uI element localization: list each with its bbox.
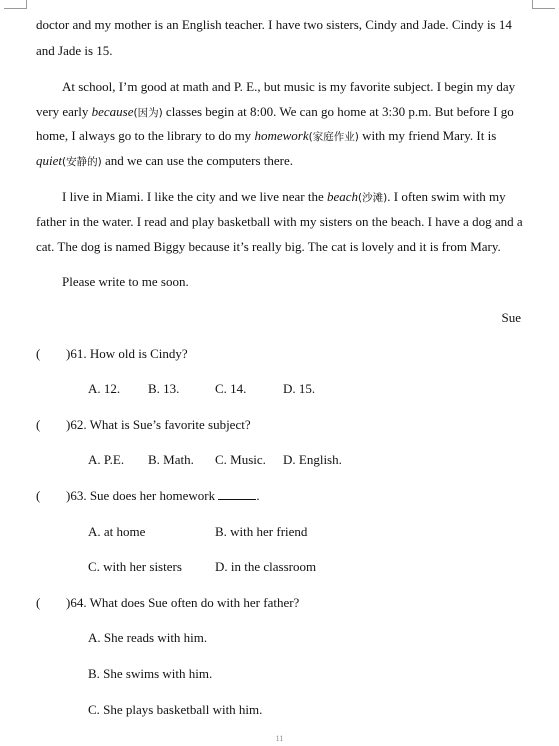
passage-line-4: very early because(因为) classes begin at 8:00. We can go home at 3:30 p.m. But before I go <box>36 104 514 119</box>
passage-line-2: and Jade is 15. <box>36 43 113 58</box>
keyword-beach: beach <box>326 189 359 204</box>
signature: Sue <box>501 310 521 325</box>
q61-option-a: A. 12. <box>88 381 121 396</box>
q64-option-c: C. She plays basketball with him. <box>88 702 263 717</box>
q61-option-b: B. 13. <box>148 381 180 396</box>
answer-blank <box>218 487 256 500</box>
answer-paren-62: ( <box>36 417 41 432</box>
q64-option-a: A. She reads with him. <box>88 630 208 645</box>
answer-paren-63: ( <box>36 488 41 503</box>
passage-line-7: I live in Miami. I like the city and we live near the beach(沙滩). I often swim with my <box>62 189 506 204</box>
q61-option-c: C. 14. <box>215 381 247 396</box>
passage-line-9: cat. The dog is named Biggy because it’s really big. The cat is lovely and it is from Mary. <box>36 239 501 254</box>
question-63: )63. Sue does her homework . <box>66 488 260 503</box>
gloss-beach: (沙滩) <box>358 192 388 204</box>
q62-option-d: D. English. <box>283 452 342 467</box>
q62-option-a: A. P.E. <box>88 452 125 467</box>
passage-line-5: home, I always go to the library to do my homework(家庭作业) with my friend Mary. It is <box>36 128 497 143</box>
gloss-quiet: (安静的) <box>62 156 102 168</box>
answer-paren-61: ( <box>36 346 41 361</box>
crop-mark-top-right <box>532 0 555 9</box>
question-61: )61. How old is Cindy? <box>66 346 188 361</box>
passage-line-3: At school, I’m good at math and P. E., but music is my favorite subject. I begin my day <box>62 79 516 94</box>
keyword-because: because <box>91 104 134 119</box>
q62-option-c: C. Music. <box>215 452 266 467</box>
gloss-because: (因为) <box>133 107 163 119</box>
q63-option-d: D. in the classroom <box>215 559 317 574</box>
q63-option-c: C. with her sisters <box>88 559 182 574</box>
crop-mark-top-left <box>4 0 27 9</box>
question-64: )64. What does Sue often do with her father? <box>66 595 300 610</box>
answer-paren-64: ( <box>36 595 41 610</box>
q61-option-d: D. 15. <box>283 381 316 396</box>
page-number: 11 <box>275 734 284 743</box>
q64-option-b: B. She swims with him. <box>88 666 213 681</box>
gloss-homework: (家庭作业) <box>308 131 359 143</box>
passage-line-8: father in the water. I read and play basketball with my sisters on the beach. I have a dog and a <box>36 214 523 229</box>
q63-option-b: B. with her friend <box>215 524 308 539</box>
passage-line-1: doctor and my mother is an English teacher. I have two sisters, Cindy and Jade. Cindy is 14 <box>36 17 512 32</box>
keyword-quiet: quiet <box>36 153 62 168</box>
q63-option-a: A. at home <box>88 524 146 539</box>
passage-closing: Please write to me soon. <box>62 274 189 289</box>
passage-line-6: quiet(安静的) and we can use the computers there. <box>36 153 294 168</box>
keyword-homework: homework <box>254 128 309 143</box>
question-62: )62. What is Sue’s favorite subject? <box>66 417 251 432</box>
q62-option-b: B. Math. <box>148 452 194 467</box>
